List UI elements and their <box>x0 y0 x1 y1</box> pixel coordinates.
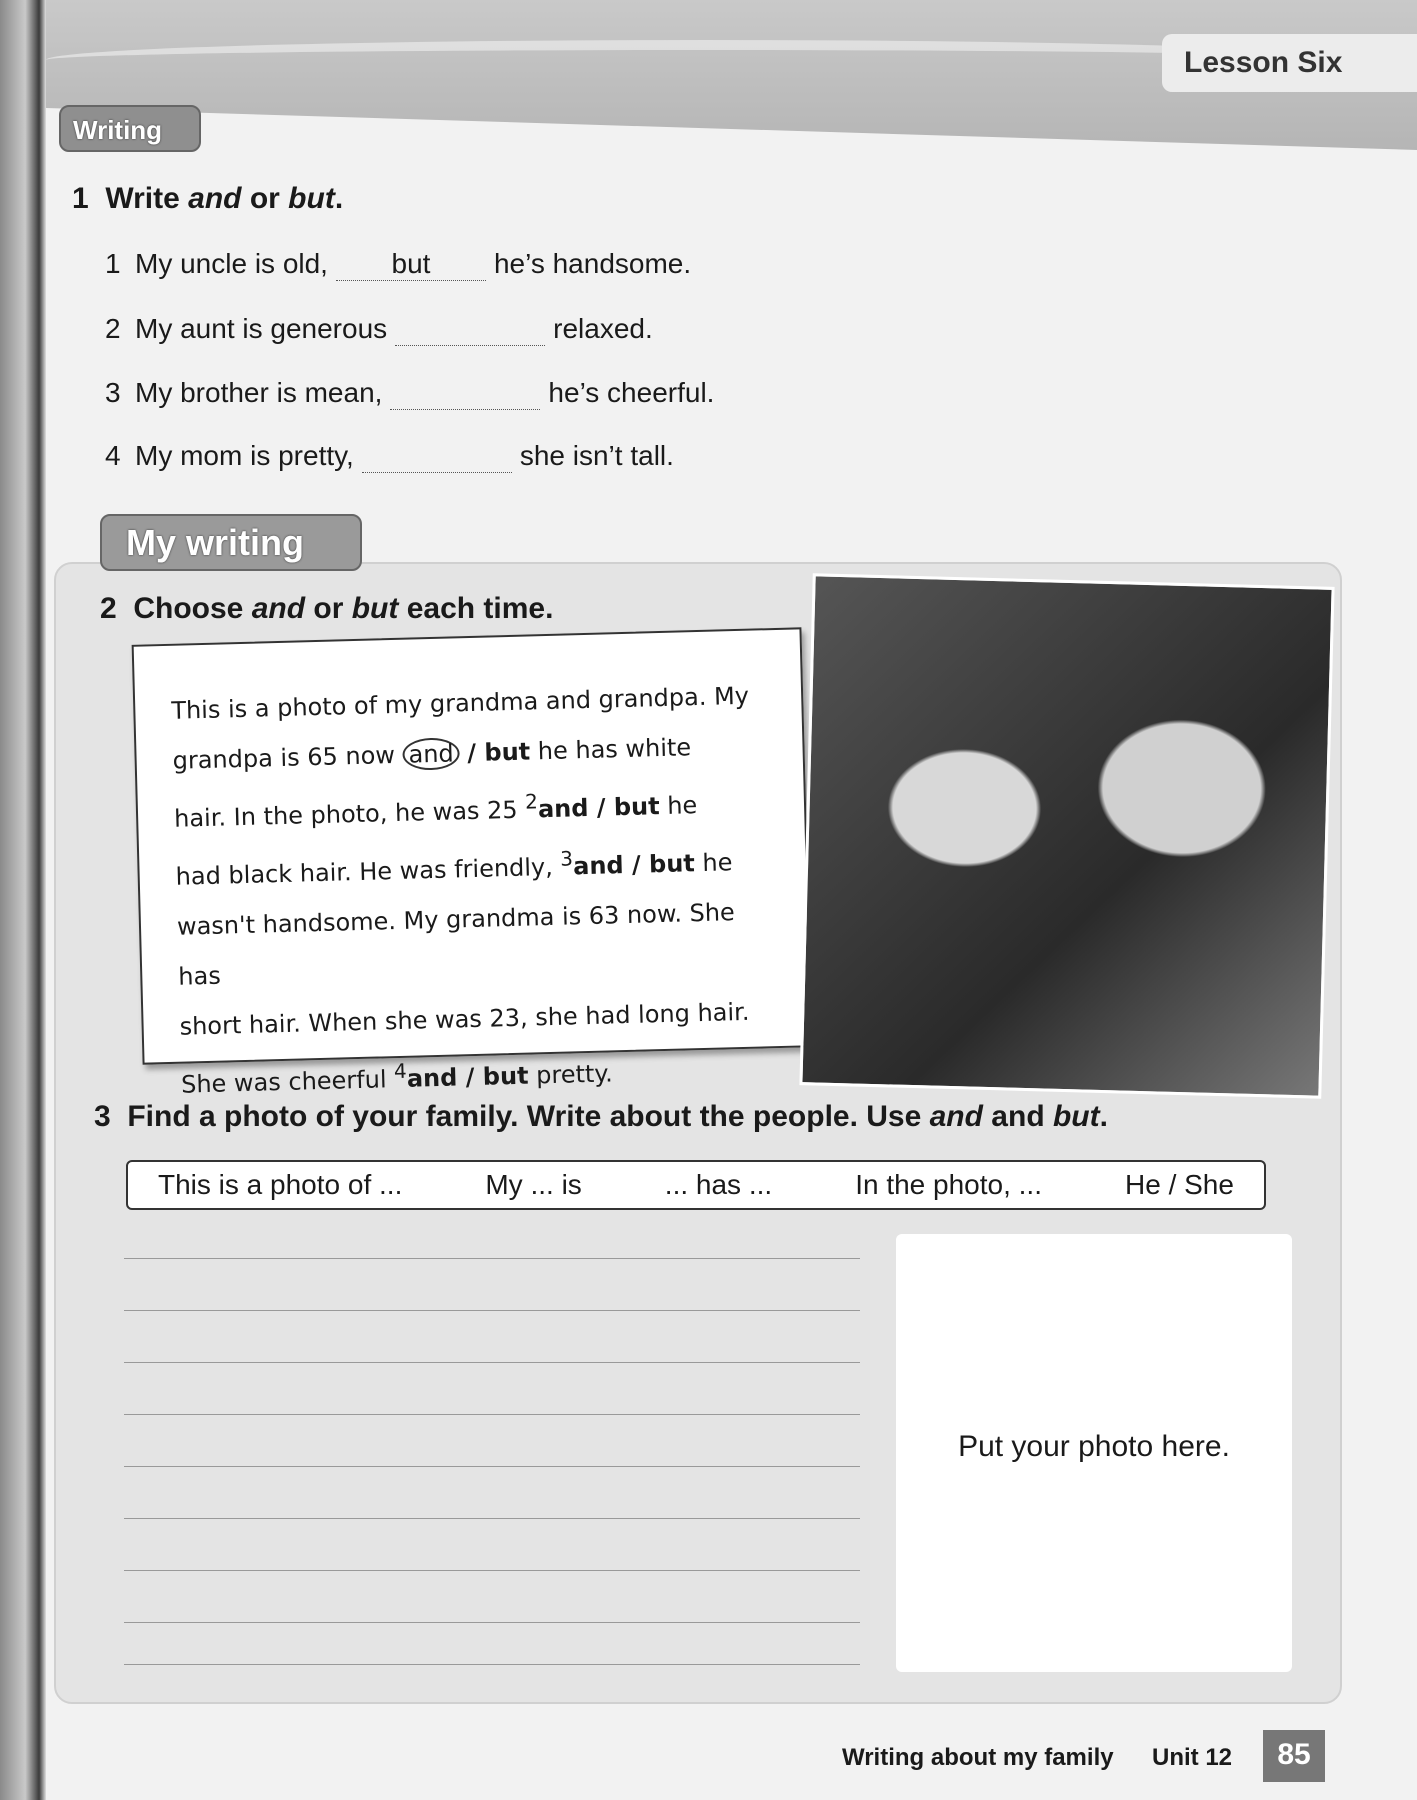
answer-blank[interactable] <box>362 440 512 473</box>
writing-line[interactable] <box>124 1414 860 1415</box>
book-spine <box>0 0 46 1800</box>
answer-blank[interactable] <box>395 313 545 346</box>
exercise-1-item: 2 My aunt is generous relaxed. <box>105 313 653 344</box>
writing-line[interactable] <box>124 1518 860 1519</box>
exercise-1-item: 3 My brother is mean, he’s cheerful. <box>105 377 715 408</box>
writing-line[interactable] <box>124 1310 860 1311</box>
phrase-box <box>126 1160 1266 1210</box>
photo-placeholder-label: Put your photo here. <box>958 1430 1230 1463</box>
photo-placeholder[interactable] <box>896 1234 1292 1672</box>
text-line: wasn't handsome. My grandma is 63 now. She has <box>176 898 736 991</box>
phrase: This is a photo of ... <box>158 1169 403 1200</box>
writing-line[interactable] <box>124 1362 860 1363</box>
phrase: My ... is <box>485 1169 582 1200</box>
text-line: short hair. When she was 23, she had long hair. <box>179 997 750 1041</box>
writing-line[interactable] <box>124 1258 860 1259</box>
page-number: 85 <box>1263 1730 1325 1782</box>
text-line: had black hair. He was friendly, $^3$and / but he <box>175 846 733 891</box>
text-line: She was cheerful $^4$and / but pretty. <box>180 1058 614 1099</box>
writing-line[interactable] <box>124 1466 860 1467</box>
exercise-1-item: 1 My uncle is old, but he’s handsome. <box>105 248 692 279</box>
exercise-2-heading: 2 Choose and or but each time. <box>100 592 554 625</box>
footer-title: Writing about my family <box>842 1744 1114 1771</box>
phrase: ... has ... <box>664 1169 773 1200</box>
phrase: He / She <box>1125 1169 1234 1200</box>
writing-line[interactable] <box>124 1570 860 1571</box>
exercise-3-heading: 3 Find a photo of your family. Write about the people. Use and and but. <box>94 1100 1108 1133</box>
text-line: This is a photo of my grandma and grandpa. My <box>170 681 750 725</box>
family-photo <box>799 573 1334 1098</box>
choice-2[interactable]: and / but <box>537 792 660 824</box>
text-line: grandpa is 65 now and / but he has white <box>172 733 692 775</box>
lesson-tab: Lesson Six <box>1162 34 1417 92</box>
choice-3[interactable]: and / but <box>572 849 696 881</box>
section-badge-my-writing: My writing <box>100 514 362 571</box>
exercise-1-heading: 1 Write and or but. <box>72 182 344 215</box>
writing-line[interactable] <box>124 1622 860 1623</box>
section-badge-writing: Writing <box>59 105 201 152</box>
sample-text-card <box>132 627 813 1099</box>
answer-blank[interactable]: but <box>336 248 486 281</box>
writing-line[interactable] <box>124 1664 860 1665</box>
text-line: hair. In the photo, he was 25 $^2$and / but he <box>173 789 698 833</box>
answer-blank[interactable] <box>390 377 540 410</box>
phrase: In the photo, ... <box>855 1169 1042 1200</box>
exercise-1-item: 4 My mom is pretty, she isn’t tall. <box>105 440 674 471</box>
circled-answer: and <box>402 737 460 770</box>
footer-unit: Unit 12 <box>1152 1744 1233 1771</box>
choice-4[interactable]: and / but <box>406 1061 529 1093</box>
